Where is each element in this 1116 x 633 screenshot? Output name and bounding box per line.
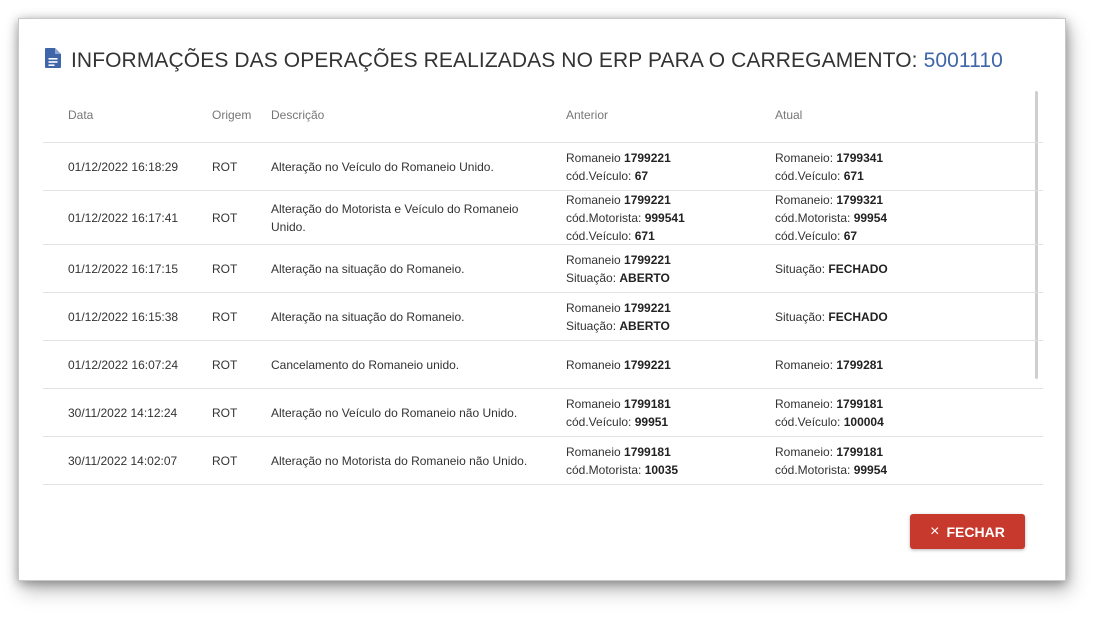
atual-label: cód.Veículo: <box>775 228 844 243</box>
cell-atual <box>775 389 1025 436</box>
cell-origem: ROT <box>212 210 238 225</box>
anterior-line <box>566 299 766 317</box>
anterior-value: 999541 <box>644 210 685 225</box>
table-row <box>43 143 1043 191</box>
cell-data: 01/12/2022 16:17:15 <box>68 261 179 276</box>
close-button[interactable] <box>910 514 1025 549</box>
atual-line <box>775 356 1025 374</box>
cell-descricao: Alteração na situação do Romaneio. <box>271 309 465 324</box>
cell-atual <box>775 245 1025 292</box>
atual-line <box>775 167 1025 185</box>
cell-atual <box>775 293 1025 340</box>
cell-atual <box>775 341 1025 388</box>
dialog-title <box>45 46 1003 76</box>
header-origem: Origem <box>212 108 252 122</box>
header-data: Data <box>68 108 94 122</box>
anterior-value: 1799221 <box>624 300 671 315</box>
anterior-label: Romaneio <box>566 300 625 315</box>
anterior-line <box>566 317 766 335</box>
atual-label: Situação: <box>775 261 829 276</box>
cell-anterior <box>566 143 766 190</box>
anterior-value: 1799221 <box>624 252 671 267</box>
loading-code: 5001110 <box>923 49 1003 72</box>
cell-anterior <box>566 341 766 388</box>
atual-value: 1799281 <box>836 357 884 372</box>
cell-data: 01/12/2022 16:18:29 <box>68 159 179 174</box>
table-row <box>43 191 1043 245</box>
anterior-value: ABERTO <box>619 318 670 333</box>
anterior-line <box>566 413 766 431</box>
anterior-line <box>566 191 766 209</box>
atual-line <box>775 260 1025 278</box>
atual-label: cód.Veículo: <box>775 168 844 183</box>
atual-value: 671 <box>843 168 864 183</box>
cell-atual <box>775 191 1025 244</box>
anterior-value: 1799181 <box>624 396 671 411</box>
atual-label: Romaneio: <box>775 357 837 372</box>
anterior-label: Romaneio <box>566 444 625 459</box>
atual-line <box>775 191 1025 209</box>
cell-origem: ROT <box>212 159 238 174</box>
cell-anterior <box>566 437 766 484</box>
cell-origem: ROT <box>212 309 238 324</box>
anterior-value: 1799221 <box>624 357 671 372</box>
atual-line <box>775 395 1025 413</box>
anterior-label: Situação: <box>566 270 620 285</box>
anterior-line <box>566 461 766 479</box>
cell-descricao: Alteração do Motorista e Veículo do Romaneio Unido. <box>271 201 519 234</box>
cell-data: 01/12/2022 16:15:38 <box>68 309 179 324</box>
cell-descricao: Alteração na situação do Romaneio. <box>271 261 465 276</box>
anterior-label: cód.Veículo: <box>566 414 635 429</box>
atual-value: 1799181 <box>836 396 884 411</box>
anterior-label: cód.Veículo: <box>566 228 635 243</box>
dialog-title-text: INFORMAÇÕES DAS OPERAÇÕES REALIZADAS NO ERP PARA O CARREGAMENTO: <box>71 49 918 72</box>
atual-line <box>775 209 1025 227</box>
atual-value: FECHADO <box>828 261 888 276</box>
anterior-label: Romaneio <box>566 150 625 165</box>
atual-label: Romaneio: <box>775 150 837 165</box>
anterior-label: Romaneio <box>566 357 625 372</box>
atual-label: Romaneio: <box>775 396 837 411</box>
anterior-label: Situação: <box>566 318 620 333</box>
operations-table <box>43 97 1043 487</box>
anterior-value: 1799221 <box>624 192 671 207</box>
anterior-label: Romaneio <box>566 396 625 411</box>
table-row <box>43 341 1043 389</box>
cell-data: 30/11/2022 14:02:07 <box>68 453 178 468</box>
atual-line <box>775 227 1025 245</box>
atual-value: 1799181 <box>836 444 884 459</box>
atual-value: 99954 <box>853 210 888 225</box>
cell-descricao: Alteração no Veículo do Romaneio Unido. <box>271 159 494 174</box>
header-descricao: Descrição <box>271 108 325 122</box>
cell-origem: ROT <box>212 405 238 420</box>
anterior-value: 10035 <box>644 462 679 477</box>
cell-anterior <box>566 389 766 436</box>
atual-line <box>775 149 1025 167</box>
anterior-value: 99951 <box>634 414 669 429</box>
atual-line <box>775 461 1025 479</box>
cell-data: 30/11/2022 14:12:24 <box>68 405 178 420</box>
header-anterior: Anterior <box>566 108 609 122</box>
table-row <box>43 389 1043 437</box>
cell-data: 01/12/2022 16:17:41 <box>68 210 179 225</box>
anterior-label: cód.Motorista: <box>566 210 645 225</box>
operations-dialog <box>18 18 1066 581</box>
cell-atual <box>775 437 1025 484</box>
atual-label: cód.Veículo: <box>775 414 844 429</box>
atual-value: 67 <box>843 228 858 243</box>
atual-label: Romaneio: <box>775 444 837 459</box>
anterior-label: Romaneio <box>566 192 625 207</box>
table-row <box>43 293 1043 341</box>
anterior-label: Romaneio <box>566 252 625 267</box>
table-row <box>43 245 1043 293</box>
header-atual: Atual <box>775 108 803 122</box>
cell-origem: ROT <box>212 357 238 372</box>
table-header <box>43 97 1043 143</box>
anterior-value: 1799221 <box>624 150 671 165</box>
cell-descricao: Alteração no Veículo do Romaneio não Unido. <box>271 405 518 420</box>
document-icon <box>45 48 61 68</box>
close-button-label: FECHAR <box>946 523 1005 540</box>
atual-label: Situação: <box>775 309 829 324</box>
anterior-line <box>566 209 766 227</box>
atual-value: 1799341 <box>836 150 884 165</box>
atual-value: FECHADO <box>828 309 888 324</box>
anterior-line <box>566 149 766 167</box>
anterior-line <box>566 269 766 287</box>
atual-label: cód.Motorista: <box>775 210 854 225</box>
atual-value: 100004 <box>843 414 884 429</box>
atual-value: 1799321 <box>836 192 884 207</box>
cell-atual <box>775 143 1025 190</box>
anterior-line <box>566 227 766 245</box>
cell-origem: ROT <box>212 261 238 276</box>
cell-descricao: Alteração no Motorista do Romaneio não Unido. <box>271 453 528 468</box>
anterior-label: cód.Veículo: <box>566 168 635 183</box>
cell-descricao: Cancelamento do Romaneio unido. <box>271 357 460 372</box>
atual-line <box>775 308 1025 326</box>
atual-line <box>775 443 1025 461</box>
anterior-value: ABERTO <box>619 270 670 285</box>
anterior-line <box>566 395 766 413</box>
cell-data: 01/12/2022 16:07:24 <box>68 357 179 372</box>
anterior-line <box>566 251 766 269</box>
close-icon: × <box>930 522 940 540</box>
anterior-label: cód.Motorista: <box>566 462 645 477</box>
anterior-value: 67 <box>634 168 649 183</box>
atual-value: 99954 <box>853 462 888 477</box>
atual-line <box>775 413 1025 431</box>
anterior-value: 671 <box>634 228 655 243</box>
anterior-line <box>566 443 766 461</box>
cell-anterior <box>566 293 766 340</box>
table-row <box>43 437 1043 485</box>
cell-anterior <box>566 191 766 244</box>
anterior-value: 1799181 <box>624 444 671 459</box>
atual-label: cód.Motorista: <box>775 462 854 477</box>
cell-anterior <box>566 245 766 292</box>
anterior-line <box>566 167 766 185</box>
atual-label: Romaneio: <box>775 192 837 207</box>
cell-origem: ROT <box>212 453 238 468</box>
anterior-line <box>566 356 766 374</box>
